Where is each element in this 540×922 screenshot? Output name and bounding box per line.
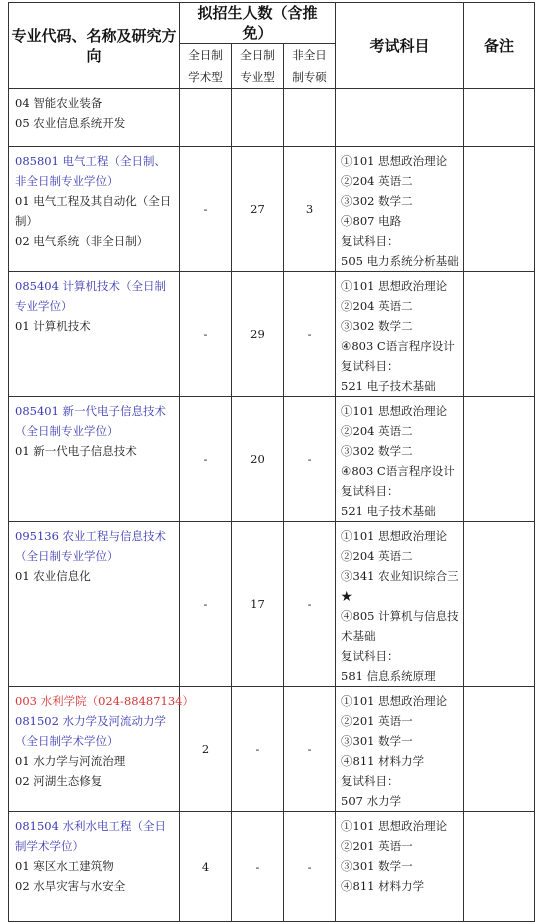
- notes-cell: [464, 687, 535, 812]
- exam-cell: [336, 687, 464, 812]
- header-full-academic: 全日制学术型: [180, 44, 232, 89]
- exam-line: ①101 思想政治理论: [341, 819, 448, 833]
- table-row: [9, 397, 535, 522]
- exam-line: 507 水力学: [341, 794, 402, 808]
- notes-cell: [464, 89, 535, 147]
- quota-professional: [232, 89, 284, 147]
- notes-cell: [464, 147, 535, 272]
- exam-line: ④811 材料力学: [341, 754, 425, 768]
- exam-line: ②204 英语二: [341, 174, 413, 188]
- exam-line: ①101 思想政治理论: [341, 694, 448, 708]
- table-row: [9, 687, 535, 812]
- exam-line: ②201 英语一: [341, 839, 413, 853]
- exam-line: 521 电子技术基础: [341, 379, 436, 393]
- direction-line: 01 水力学与河流治理: [15, 754, 126, 768]
- notes-cell: [464, 522, 535, 687]
- table-row: [9, 89, 535, 147]
- exam-line: 521 电子技术基础: [341, 504, 436, 518]
- quota-parttime: -: [284, 812, 336, 922]
- notes-cell: [464, 272, 535, 397]
- notes-cell: [464, 812, 535, 922]
- exam-cell: [336, 89, 464, 147]
- quota-academic: [180, 89, 232, 147]
- exam-line: ③302 数学二: [341, 194, 413, 208]
- program-name: 081502 水力学及河流动力学（全日制学术学位）: [15, 714, 167, 748]
- quota-professional: -: [232, 812, 284, 922]
- quota-professional: -: [232, 687, 284, 812]
- quota-parttime: -: [284, 687, 336, 812]
- notes-cell: [464, 397, 535, 522]
- quota-academic: -: [180, 272, 232, 397]
- exam-line: 复试科目：: [341, 359, 399, 373]
- exam-line: ④803 C语言程序设计: [341, 464, 455, 478]
- direction-line: 01 农业信息化: [15, 569, 91, 583]
- direction-line: 01 寒区水工建筑物: [15, 859, 114, 873]
- exam-line: ②204 英语二: [341, 549, 413, 563]
- exam-line: ③301 数学一: [341, 734, 413, 748]
- quota-academic: -: [180, 147, 232, 272]
- exam-line: 复试科目：: [341, 234, 399, 248]
- direction-line: 04 智能农业装备: [15, 96, 103, 110]
- direction-line: 02 河湖生态修复: [15, 774, 103, 788]
- exam-line: ①101 思想政治理论: [341, 279, 448, 293]
- quota-academic: -: [180, 522, 232, 687]
- quota-parttime: 3: [284, 147, 336, 272]
- exam-cell: [336, 522, 464, 687]
- program-name: 085404 计算机技术（全日制专业学位）: [15, 279, 167, 313]
- program-name: 085801 电气工程（全日制、非全日制专业学位）: [15, 154, 167, 188]
- header-program: 专业代码、名称及研究方向: [9, 3, 180, 89]
- quota-parttime: -: [284, 397, 336, 522]
- exam-cell: [336, 272, 464, 397]
- exam-line: ④805 计算机与信息技术基础: [341, 609, 459, 643]
- admissions-table: [8, 2, 535, 922]
- header-full-professional: 全日制专业型: [232, 44, 284, 89]
- table-row: [9, 147, 535, 272]
- exam-line: ②201 英语一: [341, 714, 413, 728]
- direction-line: 01 电气工程及其自动化（全日制）: [15, 194, 172, 228]
- exam-line: 复试科目：: [341, 484, 399, 498]
- college-name: 003 水利学院（024-88487134）: [15, 694, 194, 708]
- exam-line: ④811 材料力学: [341, 879, 425, 893]
- exam-line: ②204 英语二: [341, 299, 413, 313]
- exam-line: 复试科目：: [341, 649, 399, 663]
- exam-line: ③302 数学二: [341, 444, 413, 458]
- exam-line: 复试科目：: [341, 774, 399, 788]
- quota-academic: 2: [180, 687, 232, 812]
- table-row: [9, 812, 535, 922]
- header-part-time: 非全日制专硕: [284, 44, 336, 89]
- exam-line: ③301 数学一: [341, 859, 413, 873]
- exam-line: ④807 电路: [341, 214, 402, 228]
- quota-professional: 20: [232, 397, 284, 522]
- program-name: 081504 水利水电工程（全日制学术学位）: [15, 819, 167, 853]
- exam-line: ①101 思想政治理论: [341, 404, 448, 418]
- quota-academic: 4: [180, 812, 232, 922]
- direction-line: 01 新一代电子信息技术: [15, 444, 137, 458]
- quota-parttime: [284, 89, 336, 147]
- quota-professional: 17: [232, 522, 284, 687]
- program-cell: [9, 812, 180, 922]
- exam-line: 505 电力系统分析基础: [341, 254, 459, 268]
- program-cell: [9, 397, 180, 522]
- program-name: 095136 农业工程与信息技术（全日制专业学位）: [15, 529, 167, 563]
- direction-line: 05 农业信息系统开发: [15, 116, 126, 130]
- quota-parttime: -: [284, 522, 336, 687]
- direction-line: 02 水旱灾害与水安全: [15, 879, 126, 893]
- program-cell: [9, 272, 180, 397]
- program-cell: [9, 687, 194, 812]
- program-cell: [9, 147, 180, 272]
- table-row: [9, 272, 535, 397]
- exam-cell: [336, 812, 464, 922]
- program-cell: [9, 89, 180, 147]
- quota-academic: -: [180, 397, 232, 522]
- exam-line: ③302 数学二: [341, 319, 413, 333]
- exam-line: ①101 思想政治理论: [341, 154, 448, 168]
- exam-cell: [336, 397, 464, 522]
- table-row: [9, 522, 535, 687]
- exam-line: 581 信息系统原理: [341, 669, 436, 683]
- direction-line: 01 计算机技术: [15, 319, 91, 333]
- direction-line: 02 电气系统（非全日制）: [15, 234, 149, 248]
- exam-line: ①101 思想政治理论: [341, 529, 448, 543]
- quota-professional: 29: [232, 272, 284, 397]
- exam-line: ④803 C语言程序设计: [341, 339, 455, 353]
- exam-line: ②204 英语二: [341, 424, 413, 438]
- program-name: 085401 新一代电子信息技术（全日制专业学位）: [15, 404, 167, 438]
- header-quota: 拟招生人数（含推免）: [180, 3, 336, 44]
- exam-line: ③341 农业知识综合三★: [341, 569, 459, 603]
- quota-professional: 27: [232, 147, 284, 272]
- exam-cell: [336, 147, 464, 272]
- header-notes: 备注: [464, 3, 535, 89]
- header-exam: 考试科目: [336, 3, 464, 89]
- program-cell: [9, 522, 180, 687]
- quota-parttime: -: [284, 272, 336, 397]
